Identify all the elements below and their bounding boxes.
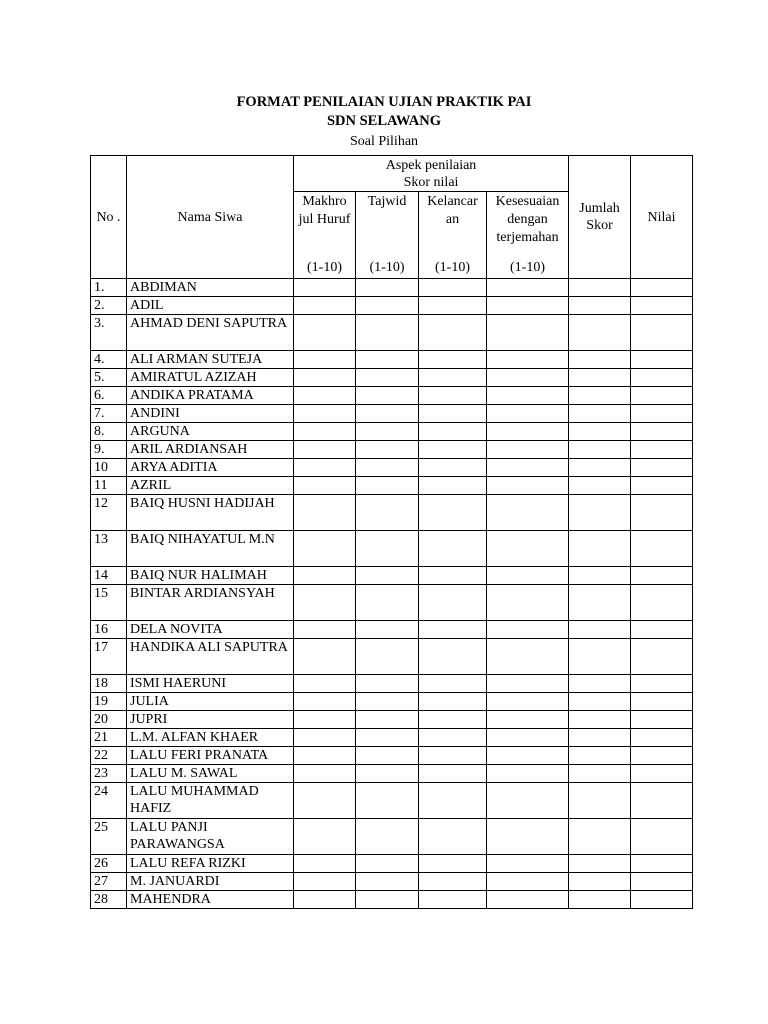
student-name: AHMAD DENI SAPUTRA	[127, 315, 294, 351]
student-name: M. JANUARDI	[127, 873, 294, 891]
header-aspek-line1: Aspek penilaian	[385, 158, 477, 173]
kelancaran-score-cell[interactable]	[419, 585, 487, 621]
kesesuaian-score-cell[interactable]	[487, 819, 569, 855]
jumlah-skor-cell[interactable]	[569, 783, 631, 819]
kesesuaian-score-cell[interactable]	[487, 387, 569, 405]
makhroj-score-cell[interactable]	[294, 531, 356, 567]
student-name: LALU M. SAWAL	[127, 765, 294, 783]
header-tajwid-label: Tajwid	[367, 194, 407, 209]
table-row	[91, 405, 693, 423]
table-row	[91, 765, 693, 783]
student-name: ARYA ADITIA	[127, 459, 294, 477]
kesesuaian-score-cell[interactable]	[487, 639, 569, 675]
row-number: 17	[91, 639, 127, 675]
nilai-cell[interactable]	[631, 747, 693, 765]
student-name: ANDINI	[127, 405, 294, 423]
header-aspek	[294, 156, 569, 192]
table-row	[91, 495, 693, 531]
nilai-cell[interactable]	[631, 531, 693, 567]
student-name: MAHENDRA	[127, 891, 294, 909]
nilai-cell[interactable]	[631, 567, 693, 585]
header-nama: Nama Siwa	[127, 156, 294, 279]
table-row	[91, 531, 693, 567]
makhroj-score-cell[interactable]	[294, 855, 356, 873]
row-number: 25	[91, 819, 127, 855]
student-name: ANDIKA PRATAMA	[127, 387, 294, 405]
nilai-cell[interactable]	[631, 891, 693, 909]
kelancaran-score-cell[interactable]	[419, 441, 487, 459]
nilai-cell[interactable]	[631, 729, 693, 747]
kelancaran-score-cell[interactable]	[419, 369, 487, 387]
kelancaran-score-cell[interactable]	[419, 531, 487, 567]
student-name: ISMI HAERUNI	[127, 675, 294, 693]
row-number: 22	[91, 747, 127, 765]
makhroj-score-cell[interactable]	[294, 351, 356, 369]
kesesuaian-score-cell[interactable]	[487, 729, 569, 747]
makhroj-score-cell[interactable]	[294, 639, 356, 675]
tajwid-score-cell[interactable]	[356, 747, 419, 765]
student-name: AZRIL	[127, 477, 294, 495]
nilai-cell[interactable]	[631, 783, 693, 819]
row-number: 26	[91, 855, 127, 873]
kesesuaian-score-cell[interactable]	[487, 297, 569, 315]
makhroj-score-cell[interactable]	[294, 729, 356, 747]
row-number: 8.	[91, 423, 127, 441]
kelancaran-score-cell[interactable]	[419, 495, 487, 531]
kesesuaian-score-cell[interactable]	[487, 531, 569, 567]
kesesuaian-score-cell[interactable]	[487, 315, 569, 351]
student-name: BAIQ NUR HALIMAH	[127, 567, 294, 585]
kesesuaian-score-cell[interactable]	[487, 855, 569, 873]
nilai-cell[interactable]	[631, 423, 693, 441]
jumlah-skor-cell[interactable]	[569, 477, 631, 495]
makhroj-score-cell[interactable]	[294, 315, 356, 351]
tajwid-score-cell[interactable]	[356, 297, 419, 315]
table-row	[91, 567, 693, 585]
row-number: 24	[91, 783, 127, 819]
student-name: L.M. ALFAN KHAER	[127, 729, 294, 747]
kelancaran-score-cell[interactable]	[419, 279, 487, 297]
table-row	[91, 873, 693, 891]
table-row	[91, 369, 693, 387]
kesesuaian-score-cell[interactable]	[487, 711, 569, 729]
kesesuaian-score-cell[interactable]	[487, 423, 569, 441]
jumlah-skor-cell[interactable]	[569, 693, 631, 711]
student-name: BAIQ NIHAYATUL M.N	[127, 531, 294, 567]
student-name: AMIRATUL AZIZAH	[127, 369, 294, 387]
table-row	[91, 621, 693, 639]
header-kelancaran	[419, 192, 487, 279]
kesesuaian-score-cell[interactable]	[487, 441, 569, 459]
kelancaran-score-cell[interactable]	[419, 351, 487, 369]
tajwid-score-cell[interactable]	[356, 693, 419, 711]
row-number: 6.	[91, 387, 127, 405]
header-makhroj	[294, 192, 356, 279]
header-aspek-line2: Skor nilai	[403, 175, 459, 190]
makhroj-score-cell[interactable]	[294, 675, 356, 693]
jumlah-skor-cell[interactable]	[569, 675, 631, 693]
makhroj-score-cell[interactable]	[294, 387, 356, 405]
jumlah-skor-cell[interactable]	[569, 711, 631, 729]
header-kesesuaian-label: Kesesuaian dengan terjemahan	[495, 194, 560, 245]
kesesuaian-score-cell[interactable]	[487, 495, 569, 531]
student-name: JUPRI	[127, 711, 294, 729]
table-row	[91, 441, 693, 459]
table-row	[91, 315, 693, 351]
row-number: 21	[91, 729, 127, 747]
kesesuaian-score-cell[interactable]	[487, 567, 569, 585]
table-row	[91, 459, 693, 477]
kelancaran-score-cell[interactable]	[419, 855, 487, 873]
student-name: JULIA	[127, 693, 294, 711]
makhroj-score-cell[interactable]	[294, 747, 356, 765]
jumlah-skor-cell[interactable]	[569, 369, 631, 387]
jumlah-skor-cell[interactable]	[569, 747, 631, 765]
kelancaran-score-cell[interactable]	[419, 711, 487, 729]
nilai-cell[interactable]	[631, 441, 693, 459]
nilai-cell[interactable]	[631, 315, 693, 351]
jumlah-skor-cell[interactable]	[569, 315, 631, 351]
nilai-cell[interactable]	[631, 369, 693, 387]
kelancaran-score-cell[interactable]	[419, 819, 487, 855]
jumlah-skor-cell[interactable]	[569, 297, 631, 315]
makhroj-score-cell[interactable]	[294, 405, 356, 423]
tajwid-score-cell[interactable]	[356, 891, 419, 909]
table-row	[91, 747, 693, 765]
tajwid-score-cell[interactable]	[356, 369, 419, 387]
tajwid-score-cell[interactable]	[356, 819, 419, 855]
row-number: 15	[91, 585, 127, 621]
tajwid-score-cell[interactable]	[356, 405, 419, 423]
kesesuaian-score-cell[interactable]	[487, 585, 569, 621]
row-number: 12	[91, 495, 127, 531]
jumlah-skor-cell[interactable]	[569, 423, 631, 441]
table-row	[91, 279, 693, 297]
header-no: No .	[91, 156, 127, 279]
row-number: 27	[91, 873, 127, 891]
jumlah-skor-cell[interactable]	[569, 495, 631, 531]
tajwid-score-cell[interactable]	[356, 675, 419, 693]
student-name: ALI ARMAN SUTEJA	[127, 351, 294, 369]
makhroj-score-cell[interactable]	[294, 297, 356, 315]
student-name: HANDIKA ALI SAPUTRA	[127, 639, 294, 675]
kesesuaian-score-cell[interactable]	[487, 765, 569, 783]
makhroj-score-cell[interactable]	[294, 819, 356, 855]
tajwid-score-cell[interactable]	[356, 477, 419, 495]
kelancaran-score-cell[interactable]	[419, 765, 487, 783]
makhroj-score-cell[interactable]	[294, 495, 356, 531]
kelancaran-score-cell[interactable]	[419, 639, 487, 675]
kelancaran-score-cell[interactable]	[419, 477, 487, 495]
nilai-cell[interactable]	[631, 855, 693, 873]
tajwid-score-cell[interactable]	[356, 351, 419, 369]
row-number: 4.	[91, 351, 127, 369]
kelancaran-score-cell[interactable]	[419, 783, 487, 819]
tajwid-score-cell[interactable]	[356, 621, 419, 639]
nilai-cell[interactable]	[631, 405, 693, 423]
jumlah-skor-cell[interactable]	[569, 405, 631, 423]
nilai-cell[interactable]	[631, 495, 693, 531]
tajwid-score-cell[interactable]	[356, 441, 419, 459]
table-row	[91, 423, 693, 441]
row-number: 7.	[91, 405, 127, 423]
table-row	[91, 675, 693, 693]
kesesuaian-score-cell[interactable]	[487, 369, 569, 387]
header-kelancaran-range: (1-10)	[435, 260, 470, 275]
header-jumlah-skor: Jumlah Skor	[569, 156, 631, 279]
jumlah-skor-cell[interactable]	[569, 891, 631, 909]
kesesuaian-score-cell[interactable]	[487, 693, 569, 711]
row-number: 14	[91, 567, 127, 585]
row-number: 3.	[91, 315, 127, 351]
table-row	[91, 477, 693, 495]
kelancaran-score-cell[interactable]	[419, 873, 487, 891]
jumlah-skor-cell[interactable]	[569, 441, 631, 459]
row-number: 13	[91, 531, 127, 567]
kelancaran-score-cell[interactable]	[419, 675, 487, 693]
jumlah-skor-cell[interactable]	[569, 855, 631, 873]
tajwid-score-cell[interactable]	[356, 765, 419, 783]
jumlah-skor-cell[interactable]	[569, 387, 631, 405]
assessment-table	[90, 155, 693, 909]
kesesuaian-score-cell[interactable]	[487, 477, 569, 495]
makhroj-score-cell[interactable]	[294, 459, 356, 477]
jumlah-skor-cell[interactable]	[569, 531, 631, 567]
table-row	[91, 693, 693, 711]
tajwid-score-cell[interactable]	[356, 585, 419, 621]
kesesuaian-score-cell[interactable]	[487, 891, 569, 909]
row-number: 10	[91, 459, 127, 477]
kelancaran-score-cell[interactable]	[419, 693, 487, 711]
jumlah-skor-cell[interactable]	[569, 729, 631, 747]
kesesuaian-score-cell[interactable]	[487, 873, 569, 891]
nilai-cell[interactable]	[631, 351, 693, 369]
kesesuaian-score-cell[interactable]	[487, 279, 569, 297]
jumlah-skor-cell[interactable]	[569, 567, 631, 585]
row-number: 2.	[91, 297, 127, 315]
tajwid-score-cell[interactable]	[356, 783, 419, 819]
student-name: ABDIMAN	[127, 279, 294, 297]
kelancaran-score-cell[interactable]	[419, 423, 487, 441]
row-number: 18	[91, 675, 127, 693]
nilai-cell[interactable]	[631, 639, 693, 675]
tajwid-score-cell[interactable]	[356, 873, 419, 891]
row-number: 20	[91, 711, 127, 729]
tajwid-score-cell[interactable]	[356, 279, 419, 297]
student-name: LALU FERI PRANATA	[127, 747, 294, 765]
kesesuaian-score-cell[interactable]	[487, 747, 569, 765]
kelancaran-score-cell[interactable]	[419, 405, 487, 423]
jumlah-skor-cell[interactable]	[569, 585, 631, 621]
table-row	[91, 351, 693, 369]
makhroj-score-cell[interactable]	[294, 873, 356, 891]
makhroj-score-cell[interactable]	[294, 585, 356, 621]
tajwid-score-cell[interactable]	[356, 729, 419, 747]
tajwid-score-cell[interactable]	[356, 855, 419, 873]
jumlah-skor-cell[interactable]	[569, 351, 631, 369]
table-row	[91, 711, 693, 729]
header-makhroj-range: (1-10)	[307, 260, 342, 275]
tajwid-score-cell[interactable]	[356, 315, 419, 351]
student-name: DELA NOVITA	[127, 621, 294, 639]
student-name: ADIL	[127, 297, 294, 315]
row-number: 23	[91, 765, 127, 783]
jumlah-skor-cell[interactable]	[569, 621, 631, 639]
kesesuaian-score-cell[interactable]	[487, 675, 569, 693]
nilai-cell[interactable]	[631, 297, 693, 315]
nilai-cell[interactable]	[631, 477, 693, 495]
kesesuaian-score-cell[interactable]	[487, 459, 569, 477]
tajwid-score-cell[interactable]	[356, 531, 419, 567]
makhroj-score-cell[interactable]	[294, 567, 356, 585]
makhroj-score-cell[interactable]	[294, 477, 356, 495]
kelancaran-score-cell[interactable]	[419, 621, 487, 639]
student-name: LALU PANJI PARAWANGSA	[127, 819, 294, 855]
kelancaran-score-cell[interactable]	[419, 387, 487, 405]
kesesuaian-score-cell[interactable]	[487, 783, 569, 819]
makhroj-score-cell[interactable]	[294, 783, 356, 819]
header-kesesuaian-range: (1-10)	[510, 260, 546, 275]
table-row	[91, 783, 693, 819]
nilai-cell[interactable]	[631, 675, 693, 693]
student-name: BAIQ HUSNI HADIJAH	[127, 495, 294, 531]
nilai-cell[interactable]	[631, 387, 693, 405]
makhroj-score-cell[interactable]	[294, 621, 356, 639]
table-row	[91, 819, 693, 855]
student-name: ARIL ARDIANSAH	[127, 441, 294, 459]
header-makhroj-label: Makhro jul Huruf	[298, 194, 351, 227]
nilai-cell[interactable]	[631, 459, 693, 477]
makhroj-score-cell[interactable]	[294, 423, 356, 441]
jumlah-skor-cell[interactable]	[569, 819, 631, 855]
table-row	[91, 729, 693, 747]
table-row	[91, 891, 693, 909]
row-number: 16	[91, 621, 127, 639]
table-row	[91, 387, 693, 405]
tajwid-score-cell[interactable]	[356, 459, 419, 477]
tajwid-score-cell[interactable]	[356, 567, 419, 585]
jumlah-skor-cell[interactable]	[569, 765, 631, 783]
document-subtitle: Soal Pilihan	[349, 134, 419, 149]
row-number: 5.	[91, 369, 127, 387]
makhroj-score-cell[interactable]	[294, 441, 356, 459]
kelancaran-score-cell[interactable]	[419, 729, 487, 747]
header-tajwid	[356, 192, 419, 279]
student-name: LALU MUHAMMAD HAFIZ	[127, 783, 294, 819]
makhroj-score-cell[interactable]	[294, 891, 356, 909]
row-number: 28	[91, 891, 127, 909]
row-number: 1.	[91, 279, 127, 297]
table-row	[91, 855, 693, 873]
jumlah-skor-cell[interactable]	[569, 639, 631, 675]
nilai-cell[interactable]	[631, 819, 693, 855]
kesesuaian-score-cell[interactable]	[487, 405, 569, 423]
nilai-cell[interactable]	[631, 765, 693, 783]
student-name: BINTAR ARDIANSYAH	[127, 585, 294, 621]
makhroj-score-cell[interactable]	[294, 693, 356, 711]
header-nilai: Nilai	[631, 156, 693, 279]
student-name: LALU REFA RIZKI	[127, 855, 294, 873]
tajwid-score-cell[interactable]	[356, 639, 419, 675]
tajwid-score-cell[interactable]	[356, 711, 419, 729]
kelancaran-score-cell[interactable]	[419, 891, 487, 909]
document-title: FORMAT PENILAIAN UJIAN PRAKTIK PAI	[236, 94, 532, 110]
tajwid-score-cell[interactable]	[356, 423, 419, 441]
row-number: 9.	[91, 441, 127, 459]
table-row	[91, 639, 693, 675]
nilai-cell[interactable]	[631, 711, 693, 729]
nilai-cell[interactable]	[631, 693, 693, 711]
kelancaran-score-cell[interactable]	[419, 315, 487, 351]
jumlah-skor-cell[interactable]	[569, 873, 631, 891]
row-number: 11	[91, 477, 127, 495]
school-name: SDN SELAWANG	[326, 113, 442, 129]
kelancaran-score-cell[interactable]	[419, 747, 487, 765]
makhroj-score-cell[interactable]	[294, 711, 356, 729]
kesesuaian-score-cell[interactable]	[487, 621, 569, 639]
tajwid-score-cell[interactable]	[356, 387, 419, 405]
header-tajwid-range: (1-10)	[369, 260, 405, 275]
jumlah-skor-cell[interactable]	[569, 279, 631, 297]
nilai-cell[interactable]	[631, 585, 693, 621]
tajwid-score-cell[interactable]	[356, 495, 419, 531]
header-kelancaran-label: Kelancar an	[427, 194, 478, 227]
makhroj-score-cell[interactable]	[294, 765, 356, 783]
nilai-cell[interactable]	[631, 279, 693, 297]
student-name: ARGUNA	[127, 423, 294, 441]
table-row	[91, 297, 693, 315]
table-row	[91, 585, 693, 621]
makhroj-score-cell[interactable]	[294, 369, 356, 387]
kelancaran-score-cell[interactable]	[419, 459, 487, 477]
makhroj-score-cell[interactable]	[294, 279, 356, 297]
kelancaran-score-cell[interactable]	[419, 567, 487, 585]
kesesuaian-score-cell[interactable]	[487, 351, 569, 369]
header-kesesuaian	[487, 192, 569, 279]
nilai-cell[interactable]	[631, 873, 693, 891]
jumlah-skor-cell[interactable]	[569, 459, 631, 477]
nilai-cell[interactable]	[631, 621, 693, 639]
kelancaran-score-cell[interactable]	[419, 297, 487, 315]
row-number: 19	[91, 693, 127, 711]
